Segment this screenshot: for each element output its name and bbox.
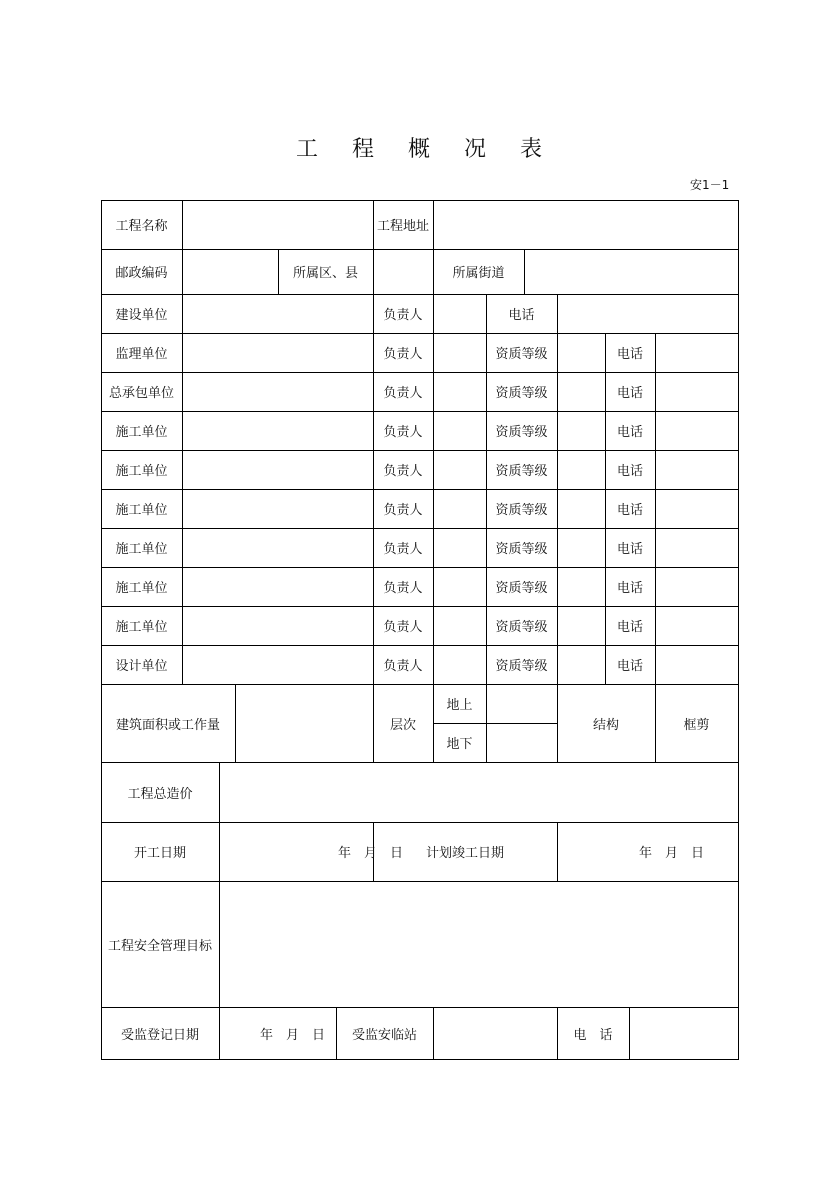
form-number: 安1－1 [690, 178, 730, 192]
supervision-station-label: 受监安临站 [351, 1027, 417, 1043]
structure-label: 结构 [592, 717, 619, 733]
building-area-label: 建筑面积或工作量 [115, 717, 220, 733]
person-in-charge-label: 负责人 [383, 425, 423, 440]
supervision-unit-label: 监理单位 [115, 347, 168, 362]
floors-label: 层次 [389, 717, 416, 733]
phone-label: 电话 [616, 425, 643, 440]
qualification-label: 资质等级 [495, 464, 548, 479]
design-unit-label: 设计单位 [115, 659, 168, 674]
total-cost-field[interactable] [220, 762, 738, 822]
project-name-label: 工程名称 [115, 219, 168, 234]
person-in-charge-label: 负责人 [383, 659, 423, 674]
construction-company-label: 施工单位 [115, 620, 168, 635]
above-ground-label: 地上 [446, 698, 473, 713]
construction-company-label: 施工单位 [115, 503, 168, 518]
person-in-charge-label: 负责人 [383, 620, 423, 635]
phone-label: 电话 [616, 503, 643, 518]
street-label: 所属街道 [452, 266, 505, 281]
person-in-charge-label: 负责人 [383, 581, 423, 596]
total-cost-label: 工程总造价 [127, 786, 193, 802]
planned-completion-label: 计划竣工日期 [425, 846, 504, 861]
phone-label: 电话 [508, 308, 535, 323]
qualification-label: 资质等级 [495, 659, 548, 674]
structure-value: 框剪 [683, 717, 710, 733]
district-field[interactable] [374, 249, 433, 294]
person-in-charge-label: 负责人 [383, 347, 423, 362]
safety-goal-label: 工程安全管理目标 [107, 938, 212, 954]
phone-field[interactable] [630, 1007, 738, 1059]
qualification-label: 资质等级 [495, 386, 548, 401]
phone-label: 电 话 [573, 1027, 613, 1043]
phone-label: 电话 [616, 581, 643, 596]
project-address-label: 工程地址 [376, 219, 429, 234]
phone-label: 电话 [616, 347, 643, 362]
construction-unit-label: 建设单位 [115, 308, 168, 323]
construction-company-label: 施工单位 [115, 581, 168, 596]
phone-label: 电话 [616, 386, 643, 401]
registration-date-label: 受监登记日期 [120, 1027, 199, 1043]
building-area-field[interactable] [236, 684, 373, 762]
qualification-label: 资质等级 [495, 542, 548, 557]
construction-company-label: 施工单位 [115, 464, 168, 479]
postal-code-label: 邮政编码 [115, 266, 168, 281]
phone-label: 电话 [616, 464, 643, 479]
construction-company-label: 施工单位 [115, 425, 168, 440]
person-in-charge-label: 负责人 [383, 464, 423, 479]
project-name-field[interactable] [183, 200, 373, 249]
page-title: 工 程 概 况 表 [295, 137, 543, 162]
street-field[interactable] [525, 249, 738, 294]
person-in-charge-label: 负责人 [383, 542, 423, 557]
phone-label: 电话 [616, 620, 643, 635]
phone-label: 电话 [616, 659, 643, 674]
qualification-label: 资质等级 [495, 620, 548, 635]
person-in-charge-label: 负责人 [383, 386, 423, 401]
qualification-label: 资质等级 [495, 425, 548, 440]
phone-label: 电话 [616, 542, 643, 557]
construction-company-label: 施工单位 [115, 542, 168, 557]
person-in-charge-label: 负责人 [383, 308, 423, 323]
supervision-station-field[interactable] [434, 1007, 557, 1059]
person-in-charge-label: 负责人 [383, 503, 423, 518]
general-contractor-label: 总承包单位 [108, 386, 174, 401]
start-date-field[interactable]: 年 月 日 [337, 846, 403, 861]
registration-date-field[interactable]: 年 月 日 [259, 1027, 325, 1043]
start-date-label: 开工日期 [133, 846, 186, 861]
underground-label: 地下 [446, 737, 473, 752]
postal-code-field[interactable] [183, 249, 278, 294]
qualification-label: 资质等级 [495, 581, 548, 596]
planned-completion-field[interactable]: 年 月 日 [638, 846, 704, 861]
qualification-label: 资质等级 [495, 347, 548, 362]
safety-goal-field[interactable] [220, 881, 738, 1007]
project-address-field[interactable] [434, 200, 738, 249]
qualification-label: 资质等级 [495, 503, 548, 518]
district-label: 所属区、县 [292, 266, 358, 281]
